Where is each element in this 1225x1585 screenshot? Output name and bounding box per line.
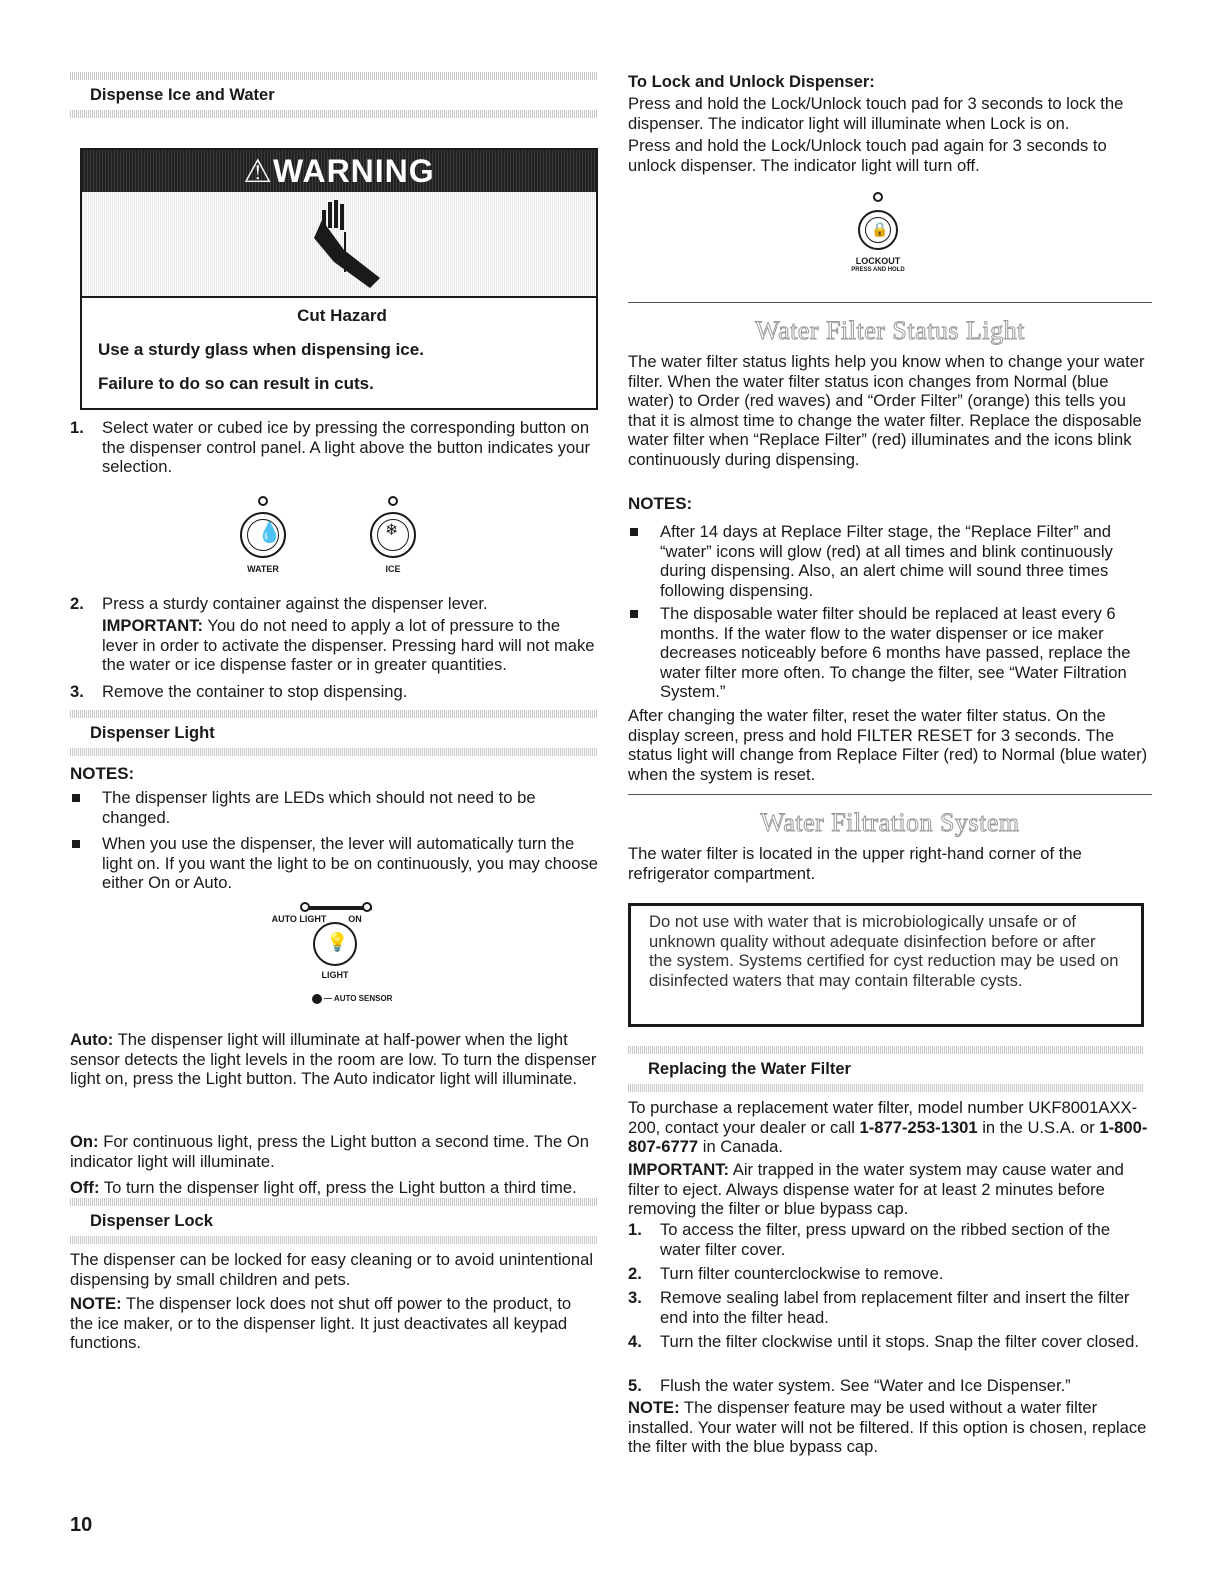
note-text: The dispenser lights are LEDs which should not need to be changed. xyxy=(102,788,536,827)
section-title: Dispenser Lock xyxy=(90,1212,213,1230)
bullet-icon xyxy=(72,840,80,848)
warning-box xyxy=(80,148,598,410)
step-text: Press a sturdy container against the dispenser lever. xyxy=(102,594,488,613)
ice-indicator-light xyxy=(388,496,398,506)
water-indicator-light xyxy=(258,496,268,506)
phone-us: 1-877-253-1301 xyxy=(859,1117,978,1137)
lock-title: To Lock and Unlock Dispenser: xyxy=(628,72,875,91)
auto-indicator-light xyxy=(300,902,310,912)
bullet-icon xyxy=(630,610,638,618)
auto-paragraph xyxy=(70,1030,598,1089)
on-indicator-light xyxy=(362,902,372,912)
replace-text-a: To purchase a replacement water filter, model number UKF8001AXX-200, contact your dealer or call xyxy=(628,1098,1138,1137)
important-text: You do not need to apply a lot of pressure to the lever in order to activate the dispenser. Pressing hard will not make the water or ice dispense faster or in greater quantities. xyxy=(102,616,595,675)
step-number: 2. xyxy=(628,1264,642,1283)
press-hold-label: PRESS AND HOLD xyxy=(851,267,905,273)
water-safety-text: Do not use with water that is microbiologically unsafe or of unknown quality without adequate disinfection before or after the system. Systems certified for cyst reduction may be used on disinfected waters that may contain filterable cysts. xyxy=(649,912,1119,990)
water-drop-icon: 💧 xyxy=(257,522,282,544)
ice-label: ICE xyxy=(385,564,401,574)
auto-label: Auto: xyxy=(70,1030,114,1049)
status-after-paragraph: After changing the water filter, reset the water filter status. On the display screen, press and hold FILTER RESET for 3 seconds. The status light will change from Replace Filter (red) to Normal (blue water) when the system is reset. xyxy=(628,706,1148,784)
replace-paragraph xyxy=(628,1098,1152,1157)
step-text: Remove sealing label from replacement filter and insert the filter end into the filter head. xyxy=(660,1288,1130,1327)
notes-label: NOTES: xyxy=(628,494,693,513)
note-label: NOTE: xyxy=(628,1398,680,1417)
important-text: Air trapped in the water system may cause water and filter to eject. Always dispense water for at least 2 minutes before removing the filter or blue bypass cap. xyxy=(628,1160,1124,1219)
note-label: NOTE: xyxy=(70,1294,122,1313)
water-ice-buttons xyxy=(70,490,598,580)
step-number: 5. xyxy=(628,1376,642,1395)
phone-canada: 1-800-807-6777 xyxy=(628,1117,1148,1157)
section-header-lock xyxy=(70,1198,598,1244)
note-text: The dispenser feature may be used without a water filter installed. Your water will not be filtered. If this option is chosen, replace the filter with the blue bypass cap. xyxy=(628,1398,1147,1457)
light-bulb-icon: 💡 xyxy=(326,932,349,952)
step-text: Select water or cubed ice by pressing the corresponding button on the dispenser control panel. A light above the button indicates your selection. xyxy=(102,418,590,477)
water-button[interactable] xyxy=(240,512,286,558)
on-label: ON xyxy=(348,914,362,924)
lock-para-1: Press and hold the Lock/Unlock touch pad for 3 seconds to lock the dispenser. The indicator light will illuminate when Lock is on. xyxy=(628,94,1124,133)
step-text: Remove the container to stop dispensing. xyxy=(102,682,408,701)
notes-label: NOTES: xyxy=(70,764,135,783)
ice-button[interactable] xyxy=(370,512,416,558)
page-number: 10 xyxy=(70,1514,93,1536)
important-note xyxy=(628,1160,1152,1219)
replace-text-b: in the U.S.A. or xyxy=(977,1117,1100,1137)
light-label: LIGHT xyxy=(321,970,349,980)
section-header-light xyxy=(70,710,598,756)
on-paragraph xyxy=(70,1132,598,1171)
note-text: The dispenser lock does not shut off power to the product, to the ice maker, or to the dispenser light. It just deactivates all keypad functions. xyxy=(70,1294,572,1353)
auto-sensor-icon xyxy=(312,994,322,1004)
step-text: To access the filter, press upward on the ribbed section of the water filter cover. xyxy=(660,1220,1111,1259)
section-header-replace xyxy=(628,1046,1144,1092)
step-number: 1. xyxy=(628,1220,642,1239)
on-text: For continuous light, press the Light button a second time. The On indicator light will illuminate. xyxy=(70,1132,589,1171)
note-text: After 14 days at Replace Filter stage, the “Replace Filter” and “water” icons will glow (red) at all times and blink continuously during dispensing. Also, an alert chime will sound three times following dispensing. xyxy=(660,522,1113,600)
section-title: Dispense Ice and Water xyxy=(90,86,275,104)
step-text: Turn filter counterclockwise to remove. xyxy=(660,1264,944,1283)
important-label: IMPORTANT: xyxy=(628,1160,730,1179)
warning-line-1: Use a sturdy glass when dispensing ice. xyxy=(98,340,424,360)
section-header-dispense xyxy=(70,72,598,118)
step-number: 3. xyxy=(70,682,84,701)
warning-line-2: Failure to do so can result in cuts. xyxy=(98,374,374,394)
lockout-button[interactable] xyxy=(858,210,898,250)
auto-light-label: AUTO LIGHT xyxy=(271,914,327,924)
lockout-label: LOCKOUT xyxy=(855,256,901,266)
warning-title: ⚠WARNING xyxy=(82,150,596,192)
light-button-graphic xyxy=(70,900,598,1010)
status-heading: Water Filter Status Light xyxy=(755,316,1025,345)
filtration-paragraph: The water filter is located in the upper right-hand corner of the refrigerator compartment. xyxy=(628,844,1082,883)
note-text: The disposable water filter should be replaced at least every 6 months. If the water flow to the water dispenser or ice maker decreases noticeably before 6 months have passed, replace the water filter more often. To change the filter, see “Water Filtration System.” xyxy=(660,604,1131,702)
lock-para-2: Press and hold the Lock/Unlock touch pad again for 3 seconds to unlock dispenser. The indicator light will turn off. xyxy=(628,136,1107,175)
step-text: Turn the filter clockwise until it stops. Snap the filter cover closed. xyxy=(660,1332,1139,1351)
auto-sensor-label: — AUTO SENSOR xyxy=(324,994,393,1003)
step-number: 4. xyxy=(628,1332,642,1351)
section-title: Replacing the Water Filter xyxy=(648,1060,851,1078)
lock-paragraph: The dispenser can be locked for easy cleaning or to avoid unintentional dispensing by small children and pets. xyxy=(70,1250,594,1289)
replace-text-c: in Canada. xyxy=(698,1137,784,1157)
status-paragraph: The water filter status lights help you know when to change your water filter. When the water filter status icon changes from Normal (blue water) to Order (red waves) and “Order Filter” (orange) this tells you that it is almost time to change the water filter. Replace the disposable water filter when “Replace Filter” (red) illuminates and the icons blink continuously during dispensing. xyxy=(628,352,1145,469)
filtration-heading: Water Filtration System xyxy=(760,808,1020,837)
section-title: Dispenser Light xyxy=(90,724,215,742)
bullet-icon xyxy=(72,794,80,802)
step-number: 1. xyxy=(70,418,84,437)
lockout-button-graphic xyxy=(628,190,1152,280)
important-note xyxy=(102,616,598,675)
bullet-icon xyxy=(630,528,638,536)
final-note xyxy=(628,1398,1152,1457)
ice-cube-icon: ❄ xyxy=(385,522,399,539)
step-number: 2. xyxy=(70,594,84,613)
warning-pictogram-area xyxy=(82,192,596,298)
lock-icon: 🔒 xyxy=(871,221,889,237)
warning-message xyxy=(98,306,586,394)
on-bold-label: On: xyxy=(70,1132,99,1151)
step-text: Flush the water system. See “Water and Ice Dispenser.” xyxy=(660,1376,1071,1395)
light-button[interactable] xyxy=(313,922,357,966)
note-text: When you use the dispenser, the lever will automatically turn the light on. If you want the light to be on continuously, you may choose either On or Auto. xyxy=(102,834,598,893)
off-paragraph xyxy=(70,1178,598,1198)
divider xyxy=(628,302,1152,303)
off-text: To turn the dispenser light off, press the Light button a third time. xyxy=(99,1178,577,1197)
water-label: WATER xyxy=(247,564,279,574)
hazard-name: Cut Hazard xyxy=(297,306,387,325)
lock-indicator-light xyxy=(873,192,883,202)
important-label: IMPORTANT: xyxy=(102,616,204,635)
cut-hazard-icon xyxy=(82,192,600,296)
water-safety-box xyxy=(628,903,1144,1027)
step-number: 3. xyxy=(628,1288,642,1307)
divider xyxy=(628,794,1152,795)
auto-text: The dispenser light will illuminate at half-power when the light sensor detects the light levels in the room are low. To turn the dispenser light on, press the Light button. The Auto indicator light will illuminate. xyxy=(70,1030,597,1089)
lock-note xyxy=(70,1294,598,1353)
off-bold-label: Off: xyxy=(70,1178,100,1197)
